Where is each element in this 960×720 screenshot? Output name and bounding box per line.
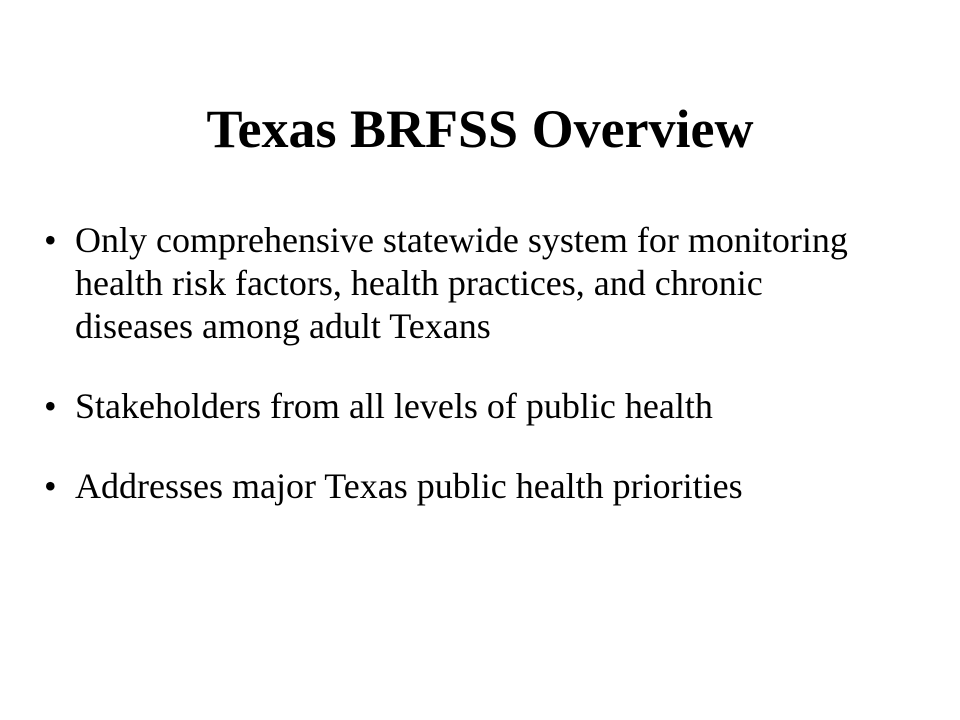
bullet-text: Stakeholders from all levels of public health [75,386,713,426]
bullet-icon: • [44,466,57,506]
slide-title: Texas BRFSS Overview [206,99,754,159]
bullet-item [0,385,885,428]
bullet-item [0,219,885,348]
bullet-icon: • [44,386,57,426]
bullet-text: Only comprehensive statewide system for monitoring health risk factors, health practices, and chronic diseases among adult Texans [75,220,848,346]
bullet-item [0,465,885,508]
bullet-text: Addresses major Texas public health priorities [75,466,743,506]
bullet-icon: • [44,220,57,260]
bullet-list [0,219,960,508]
